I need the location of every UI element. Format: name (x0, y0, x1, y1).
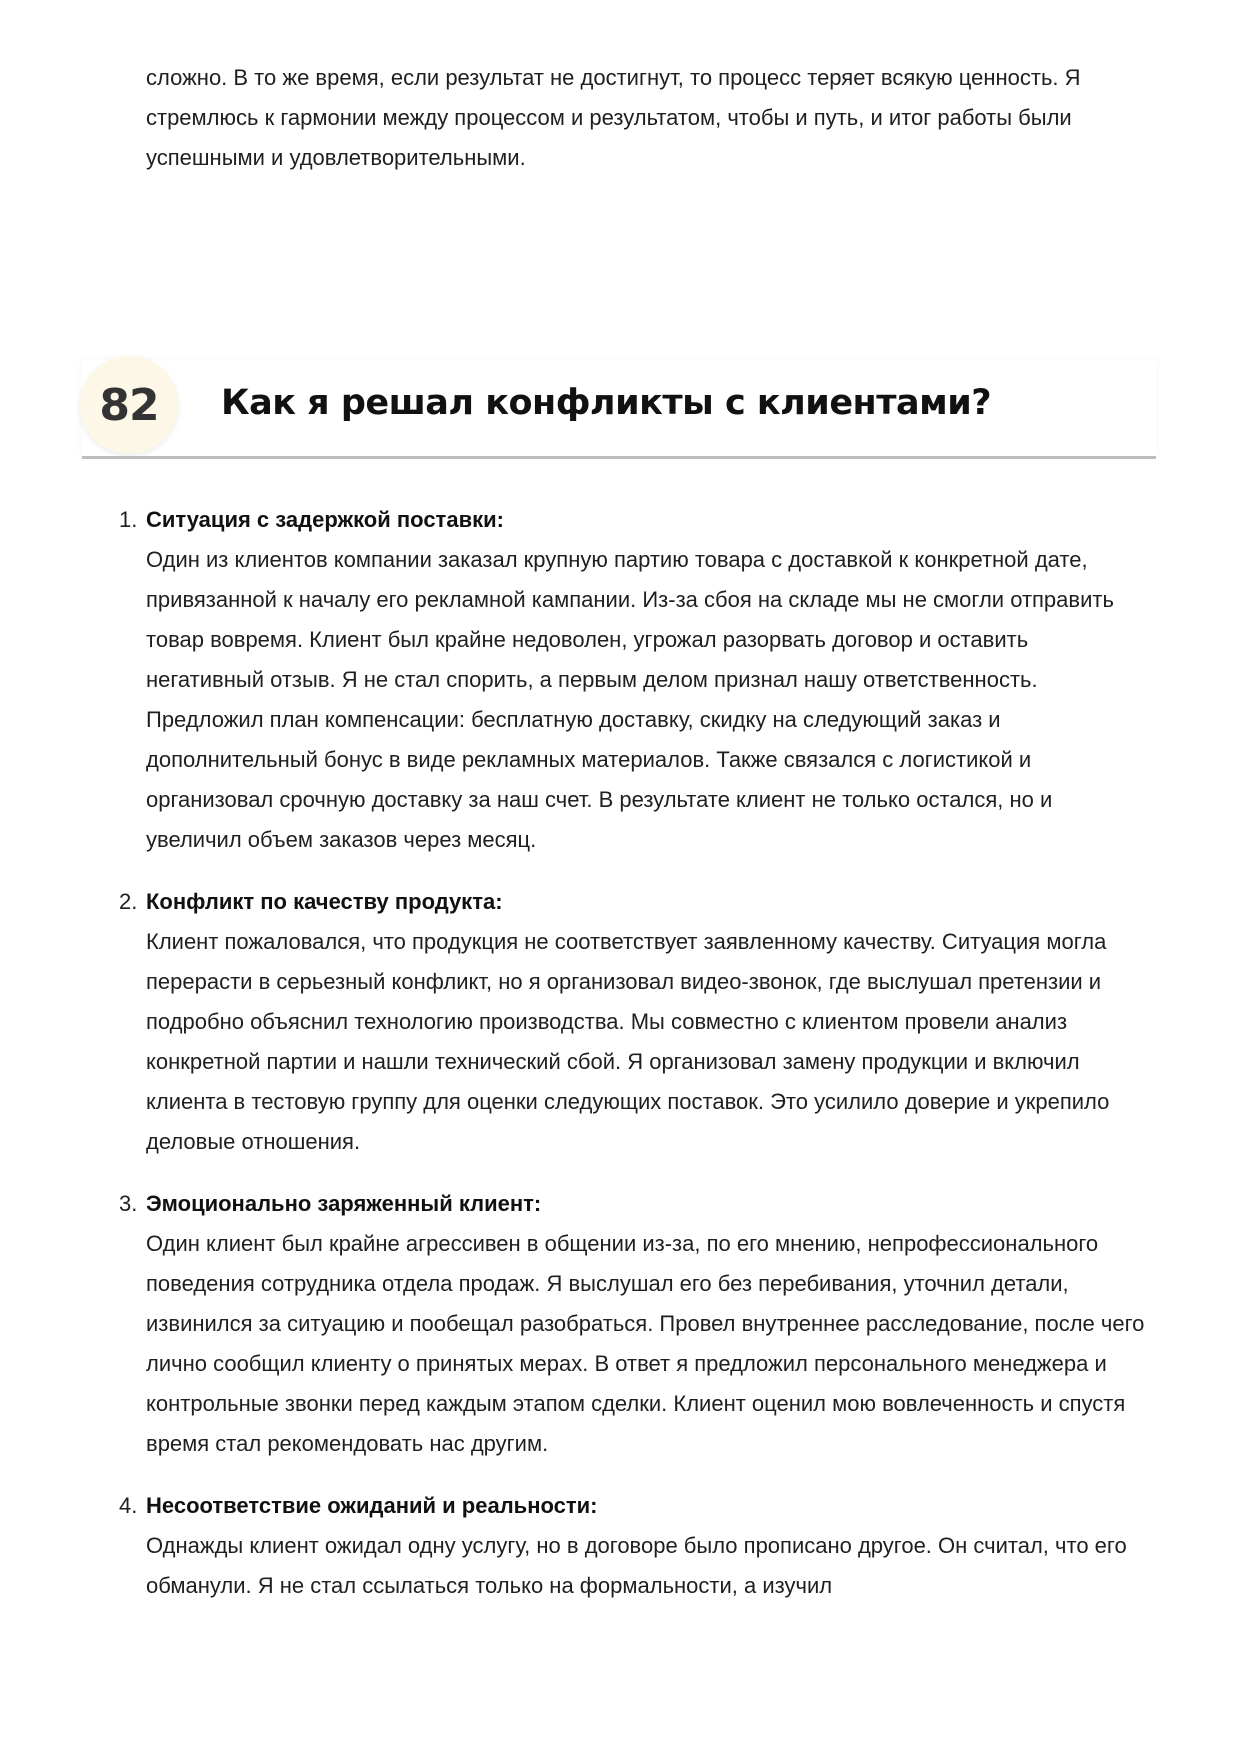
answer-body: Клиент пожаловался, что продукция не соответствует заявленному качеству. Ситуация могла перерасти в серьезный конфликт, но я организовал видео-звонок, где выслушал претензии и подробно объяснил технологию производства. Мы совместно с клиентом провели анализ конкретной партии и нашли технический сбой. Я организовал замену продукции и включил клиента в тестовую группу для оценки следующих поставок. Это усилило доверие и укрепило деловые отношения. (146, 929, 1110, 1154)
answer-item (100, 1184, 1160, 1464)
question-title: Как я решал конфликты с клиентами? (221, 383, 992, 423)
answer-body: Один из клиентов компании заказал крупную партию товара с доставкой к конкретной дате, привязанной к началу его рекламной кампании. Из-за сбоя на складе мы не смогли отправить товар вовремя. Клиент был крайне недоволен, угрожал разорвать договор и оставить негативный отзыв. Я не стал спорить, а первым делом признал нашу ответственность. Предложил план компенсации: бесплатную доставку, скидку на следующий заказ и дополнительный бонус в виде рекламных материалов. Также связался с логистикой и организовал срочную доставку за наш счет. В результате клиент не только остался, но и увеличил объем заказов через месяц. (146, 547, 1114, 852)
answer-title: Конфликт по качеству продукта: (146, 889, 503, 914)
answer-item (100, 500, 1160, 860)
answer-title: Эмоционально заряженный клиент: (146, 1191, 542, 1216)
question-number-badge: 82 (80, 356, 178, 454)
answer-number: 4. (119, 1493, 138, 1518)
answer-body: Однажды клиент ожидал одну услугу, но в договоре было прописано другое. Он считал, что его обманули. Я не стал ссылаться только на формальности, а изучил (146, 1533, 1127, 1598)
header-divider (82, 456, 1156, 459)
answer-number: 1. (119, 507, 138, 532)
answer-item (100, 1486, 1160, 1606)
answer-title: Несоответствие ожиданий и реальности: (146, 1493, 598, 1518)
answer-number: 2. (119, 889, 138, 914)
answer-list (100, 500, 1160, 1628)
answer-body: Один клиент был крайне агрессивен в общении из-за, по его мнению, непрофессионального поведения сотрудника отдела продаж. Я выслушал его без перебивания, уточнил детали, извинился за ситуацию и пообещал разобраться. Провел внутреннее расследование, после чего лично сообщил клиенту о принятых мерах. В ответ я предложил персонального менеджера и контрольные звонки перед каждым этапом сделки. Клиент оценил мою вовлеченность и спустя время стал рекомендовать нас другим. (146, 1231, 1145, 1456)
answer-title: Ситуация с задержкой поставки: (146, 507, 504, 532)
intro-paragraph: сложно. В то же время, если результат не достигнут, то процесс теряет всякую ценность. Я стремлюсь к гармонии между процессом и результатом, чтобы и путь, и итог работы были успешными и удовлетворительными. (146, 65, 1081, 170)
answer-item (100, 882, 1160, 1162)
answer-number: 3. (119, 1191, 138, 1216)
